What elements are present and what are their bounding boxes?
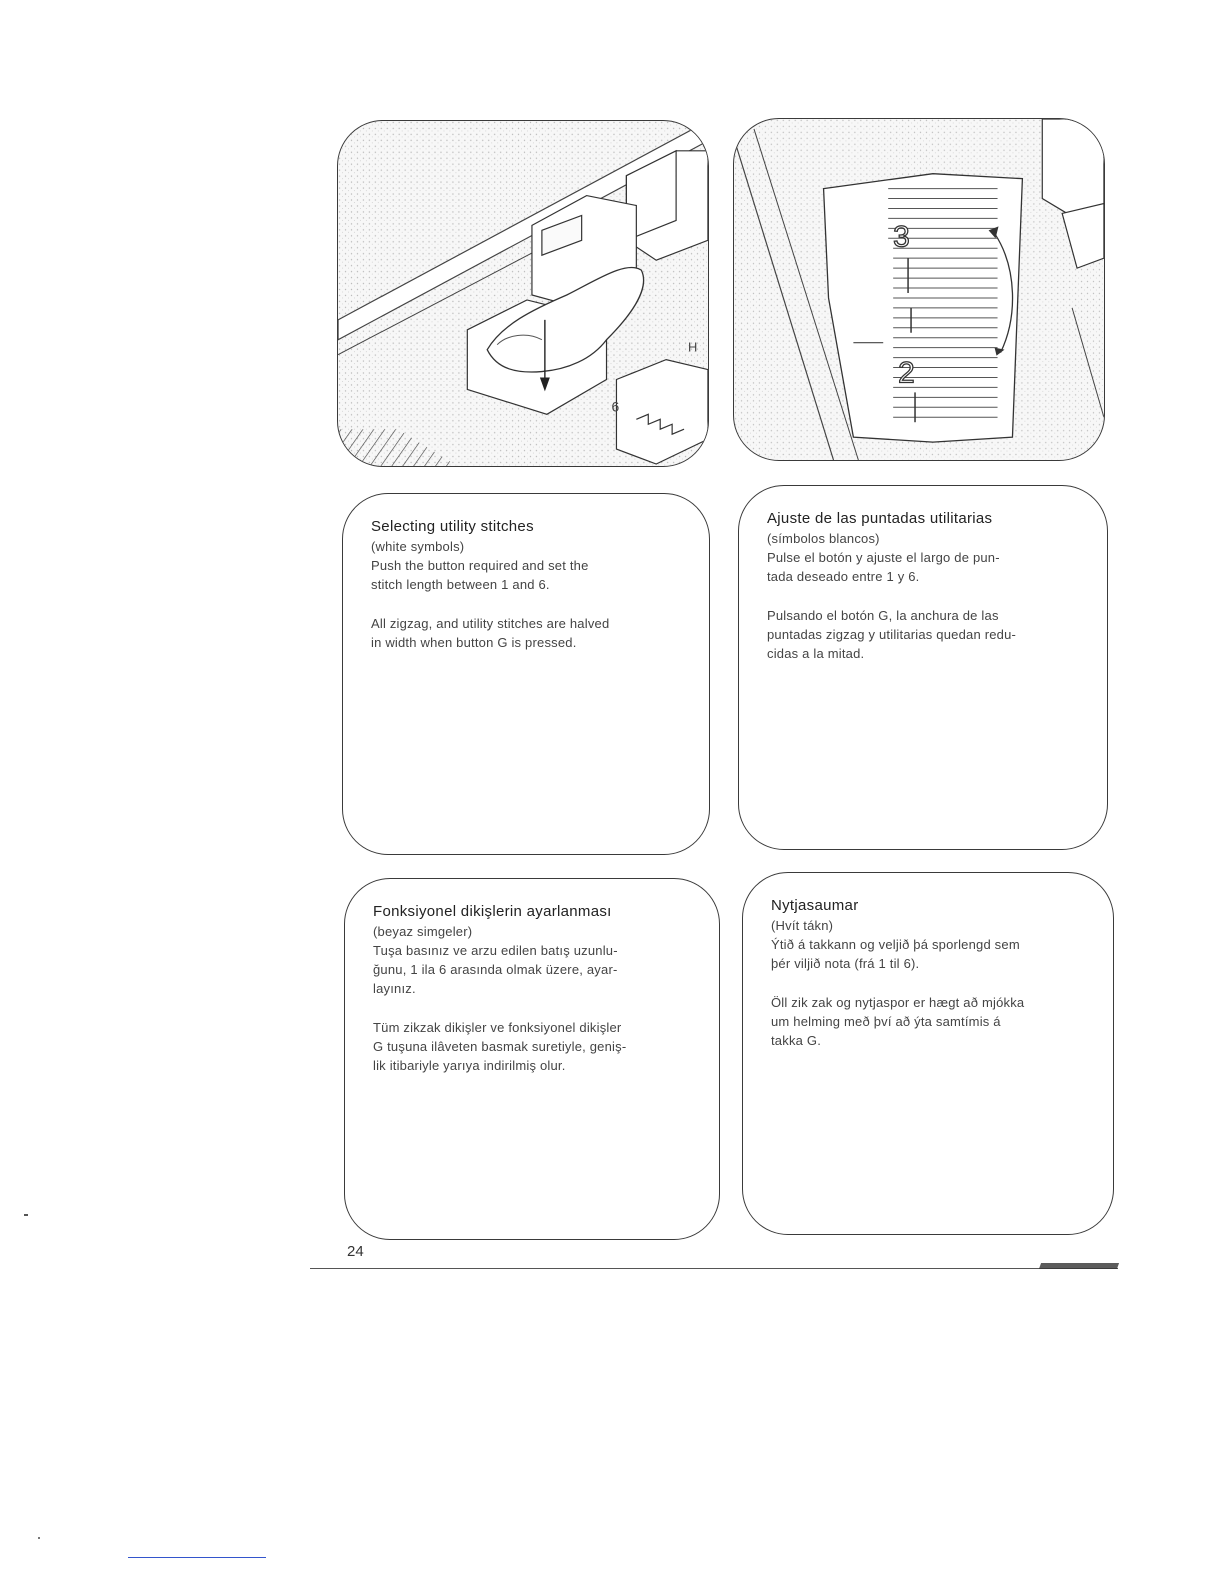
- button-label-6: 6: [611, 398, 620, 415]
- panel-text-line: G tuşuna ilâveten basmak suretiyle, geniş-: [373, 1039, 627, 1054]
- dial-number-2: 2: [898, 356, 915, 390]
- scan-mark: [38, 1537, 40, 1539]
- panel-text-line: puntadas zigzag y utilitarias quedan redu-: [767, 627, 1017, 642]
- panel-text-line: um helming með því að ýta samtímis á: [771, 1014, 1001, 1029]
- instruction-panel-icelandic: [742, 872, 1114, 1235]
- panel-text-line: þér viljið nota (frá 1 til 6).: [771, 956, 920, 971]
- dial-number-3: 3: [893, 220, 910, 254]
- scan-mark: [24, 1214, 28, 1216]
- instruction-panel-spanish: [738, 485, 1108, 850]
- panel-text-line: Ýtið á takkann og veljið þá sporlengd sem: [771, 937, 1020, 952]
- panel-title: Ajuste de las puntadas utilitarias: [767, 510, 993, 527]
- bottom-rule-shadow: [1039, 1263, 1119, 1269]
- panel-title: Fonksiyonel dikişlerin ayarlanması: [373, 903, 612, 920]
- panel-text-line: in width when button G is pressed.: [371, 635, 577, 650]
- panel-text-line: takka G.: [771, 1033, 822, 1048]
- panel-text-line: Tüm zikzak dikişler ve fonksiyonel dikişler: [373, 1020, 622, 1035]
- button-press-drawing: [338, 121, 708, 466]
- page-number: 24: [347, 1243, 364, 1260]
- panel-text-line: (white symbols): [371, 539, 465, 554]
- panel-text-line: (símbolos blancos): [767, 531, 880, 546]
- panel-text-line: (Hvít tákn): [771, 918, 834, 933]
- instruction-panel-turkish: [344, 878, 720, 1240]
- button-press-illustration: [337, 120, 709, 467]
- panel-text-line: lik itibariyle yarıya indirilmiş olur.: [373, 1058, 566, 1073]
- panel-text-line: stitch length between 1 and 6.: [371, 577, 550, 592]
- panel-text-line: Öll zik zak og nytjaspor er hægt að mjókka: [771, 995, 1025, 1010]
- footer-underline: [128, 1557, 266, 1558]
- panel-text-line: tada deseado entre 1 y 6.: [767, 569, 920, 584]
- panel-text-line: Pulse el botón y ajuste el largo de pun-: [767, 550, 1000, 565]
- dial-drawing: [734, 119, 1104, 460]
- panel-text-line: All zigzag, and utility stitches are halved: [371, 616, 610, 631]
- stitch-length-dial-illustration: [733, 118, 1105, 461]
- instruction-panel-english: [342, 493, 710, 855]
- panel-text-line: ğunu, 1 ila 6 arasında olmak üzere, ayar-: [373, 962, 618, 977]
- panel-text-line: layınız.: [373, 981, 416, 996]
- panel-text-line: Tuşa basınız ve arzu edilen batış uzunlu-: [373, 943, 618, 958]
- button-label-h: H: [688, 339, 698, 355]
- panel-title: Nytjasaumar: [771, 897, 859, 914]
- bottom-rule: [310, 1268, 1118, 1269]
- panel-text-line: Pulsando el botón G, la anchura de las: [767, 608, 999, 623]
- panel-title: Selecting utility stitches: [371, 518, 534, 535]
- panel-text-line: cidas a la mitad.: [767, 646, 865, 661]
- panel-text-line: (beyaz simgeler): [373, 924, 473, 939]
- panel-text-line: Push the button required and set the: [371, 558, 589, 573]
